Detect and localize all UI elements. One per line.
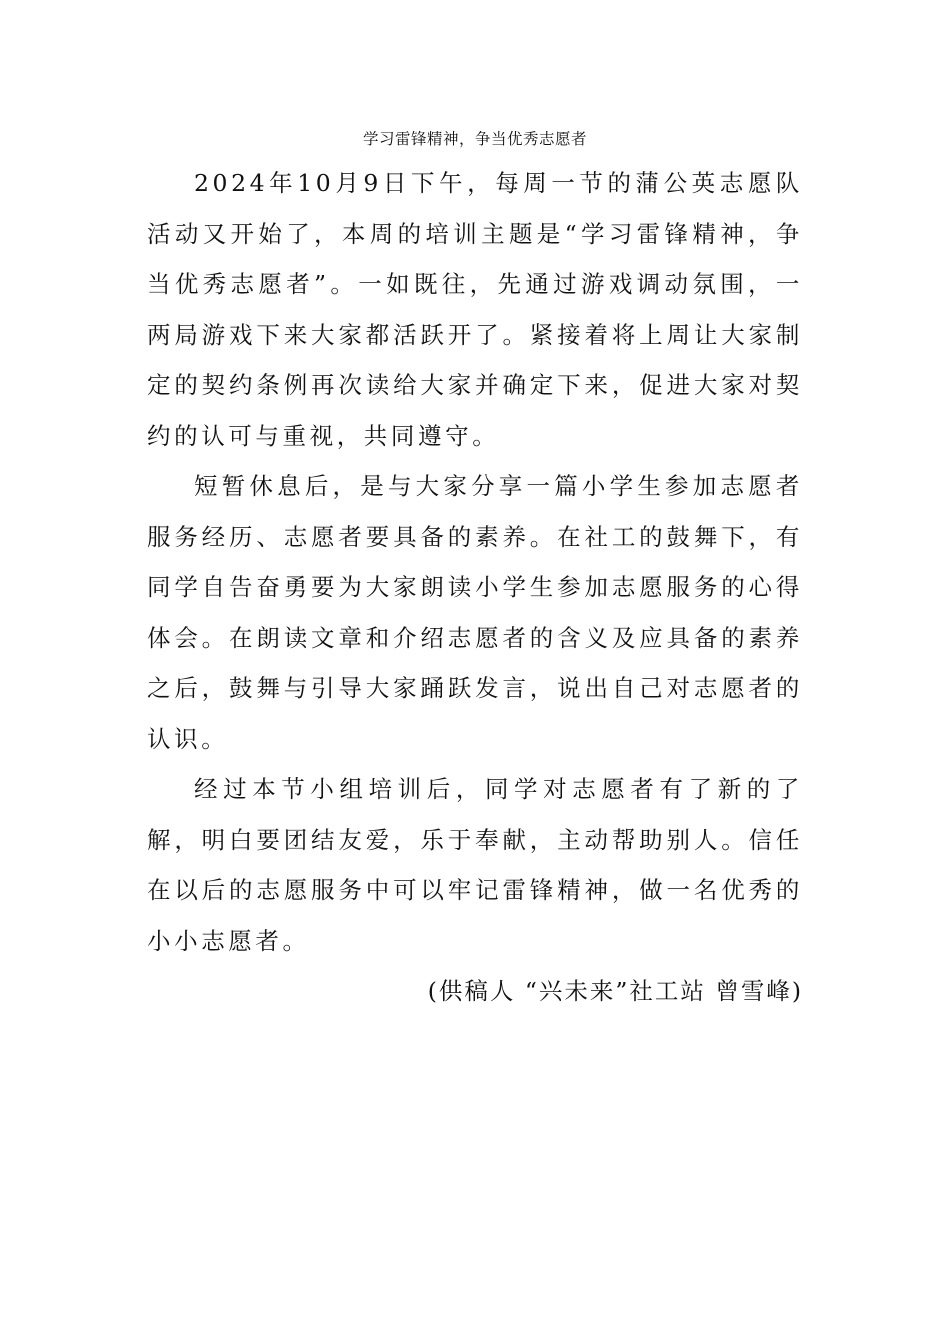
document-title: 学习雷锋精神，争当优秀志愿者 — [362, 130, 587, 148]
paragraph-3: 经过本节小组培训后，同学对志愿者有了新的了解，明白要团结友爱，乐于奉献，主动帮助别人。信任在以后的志愿服务中可以牢记雷锋精神，做一名优秀的小小志愿者。 — [147, 775, 803, 955]
document-body — [147, 158, 803, 1017]
paragraph-1: 2024年10月9日下午，每周一节的蒲公英志愿队活动又开始了，本周的培训主题是“学习雷锋精神，争当优秀志愿者”。一如既往，先通过游戏调动氛围，一两局游戏下来大家都活跃开了。紧接着将上周让大家制定的契约条例再次读给大家并确定下来，促进大家对契约的认可与重视，共同遵守。 — [147, 169, 803, 450]
paragraph-2: 短暂休息后，是与大家分享一篇小学生参加志愿者服务经历、志愿者要具备的素养。在社工的鼓舞下，有同学自告奋勇要为大家朗读小学生参加志愿服务的心得体会。在朗读文章和介绍志愿者的含义及应具备的素养之后，鼓舞与引导大家踊跃发言，说出自己对志愿者的认识。 — [147, 472, 803, 753]
author-signature: (供稿人 “兴未来”社工站 曾雪峰) — [427, 977, 803, 1005]
